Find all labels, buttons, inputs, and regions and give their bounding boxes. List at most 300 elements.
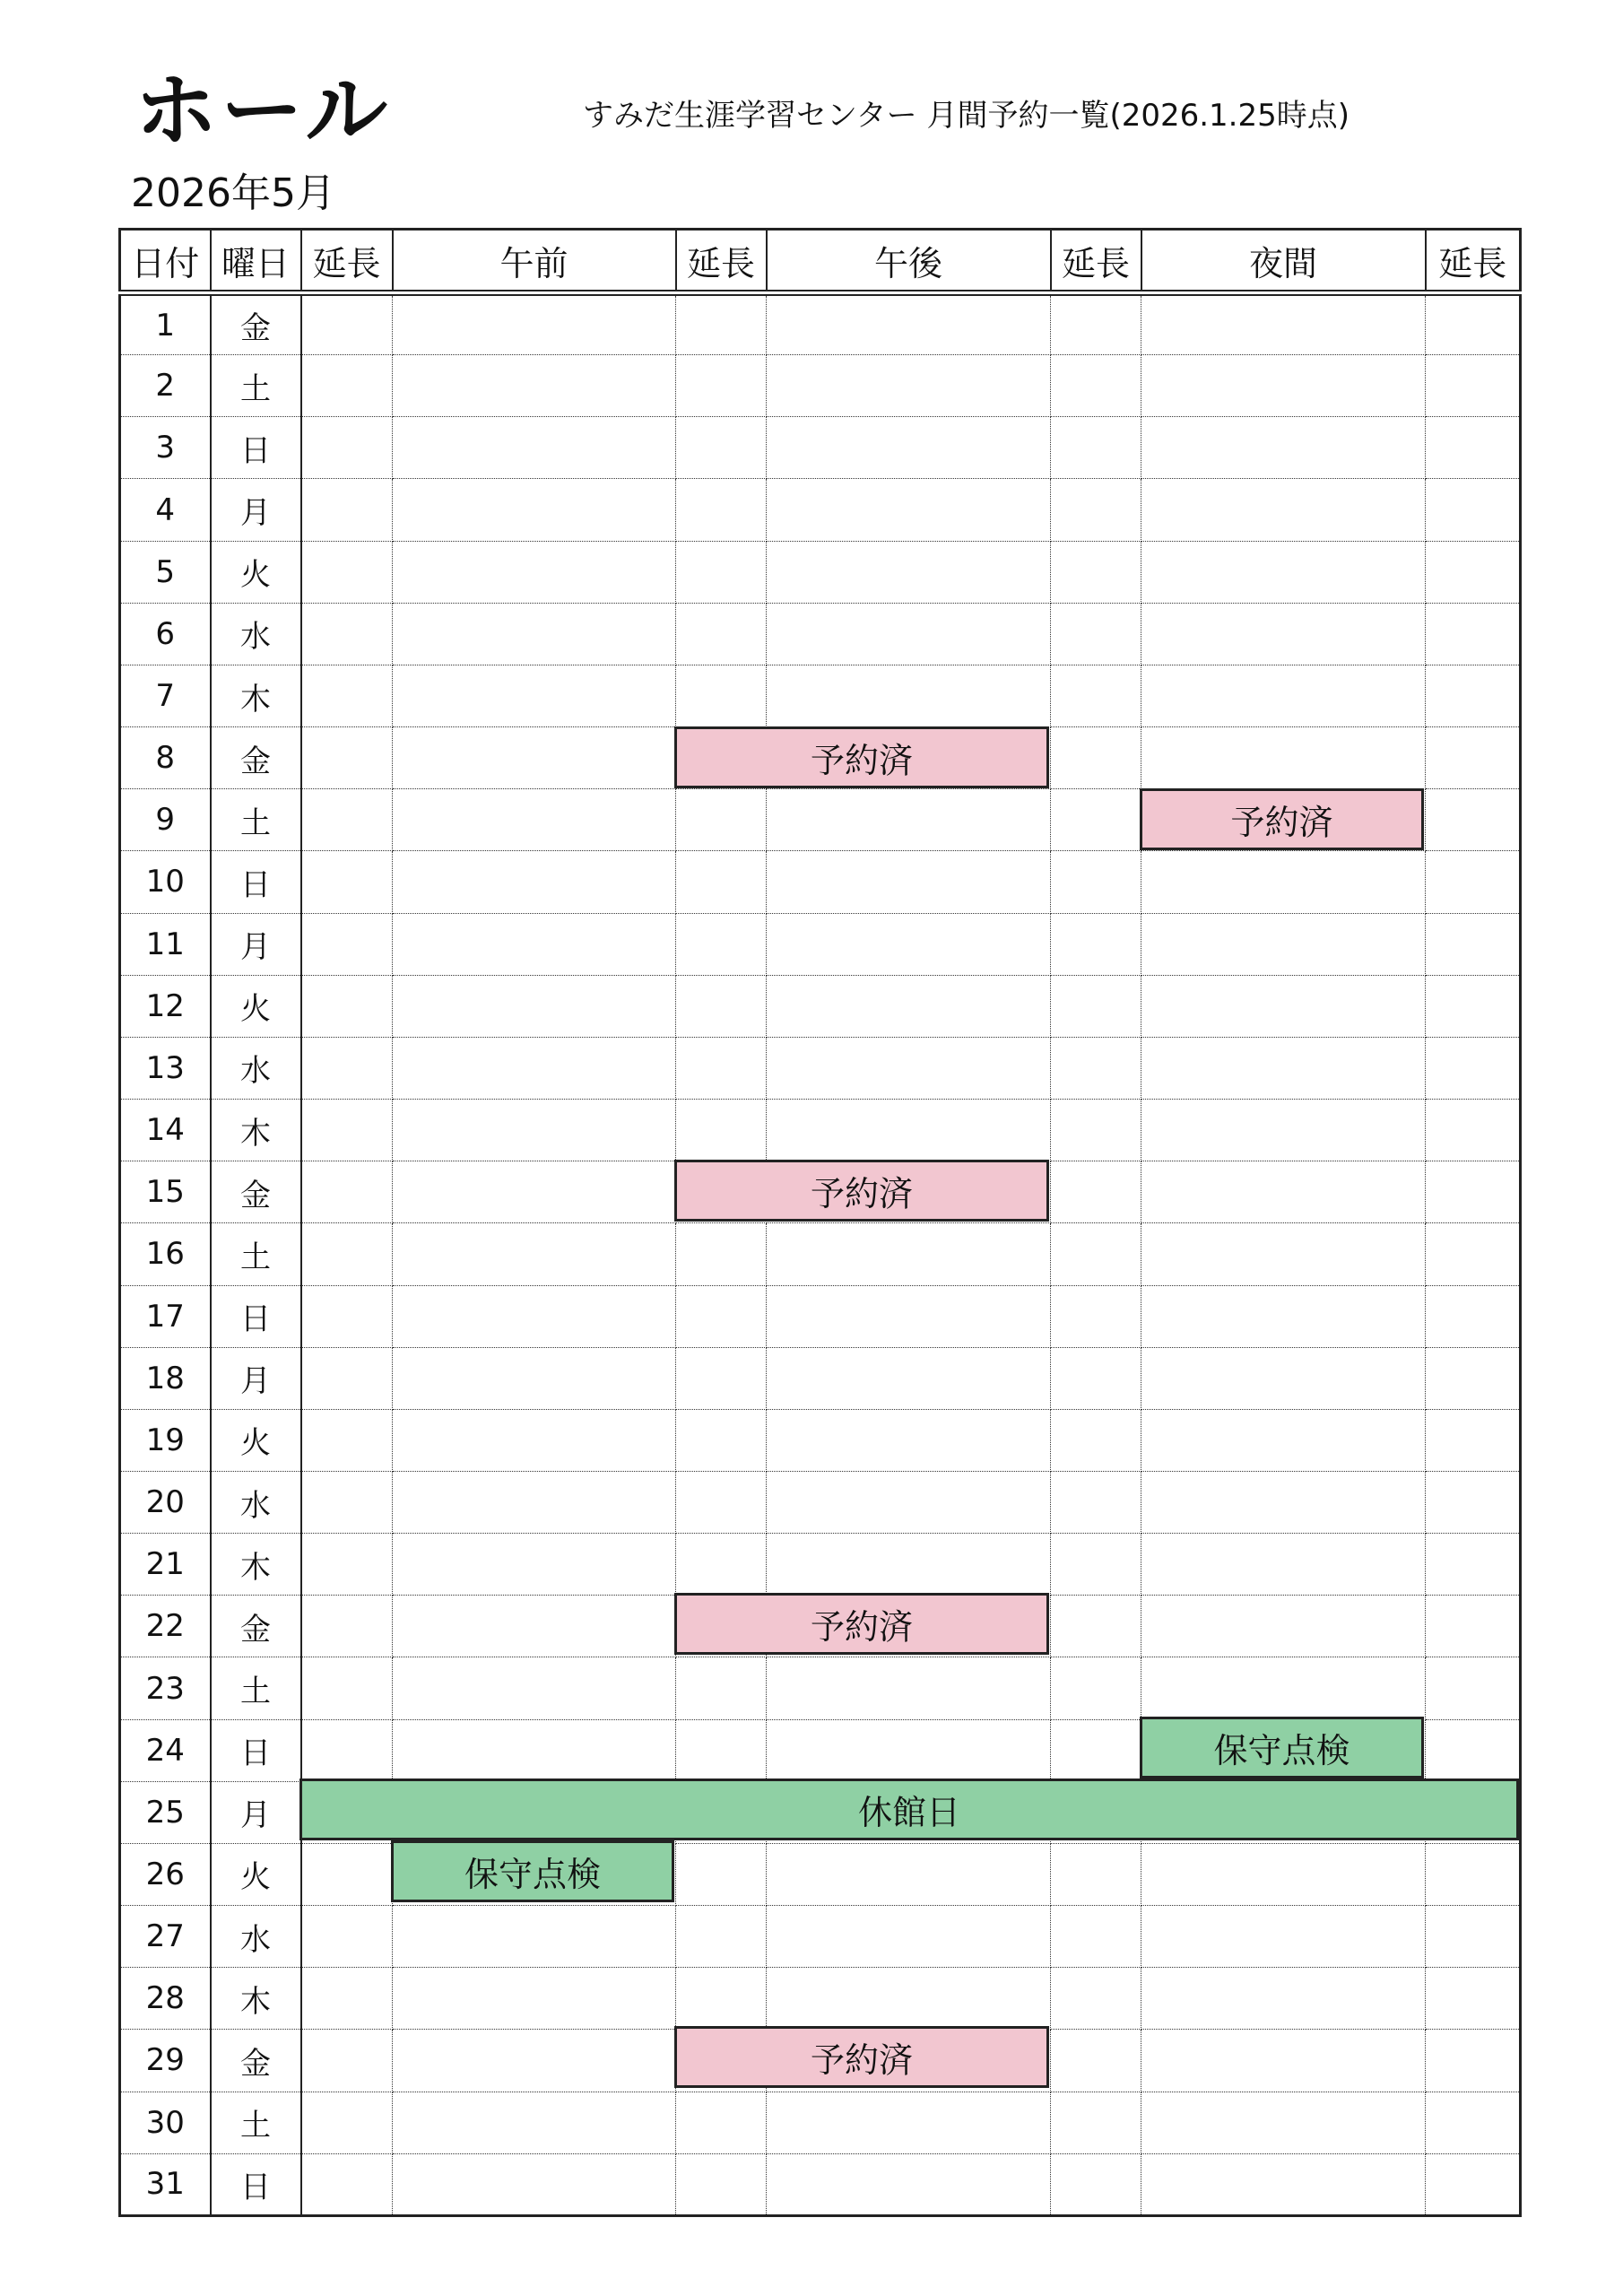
date-cell: 3 [120,417,211,479]
weekday-cell: 金 [211,1161,301,1223]
slot-cell-ext-2[interactable] [676,1285,767,1347]
slot-cell-morning[interactable] [393,1534,676,1596]
slot-cell-night[interactable] [1141,1037,1426,1099]
slot-cell-ext-2[interactable] [676,541,767,603]
slot-cell-ext-4[interactable] [1426,1781,1521,1843]
maintenance-block[interactable]: 保守点検 [1140,1717,1424,1779]
slot-cell-ext-1[interactable] [301,1657,393,1719]
weekday-cell: 月 [211,479,301,541]
slot-cell-ext-3[interactable] [1051,1596,1141,1657]
slot-cell-morning[interactable] [393,789,676,851]
slot-cell-ext-1[interactable] [301,665,393,726]
slot-cell-ext-3[interactable] [1051,789,1141,851]
slot-cell-ext-4[interactable] [1426,1534,1521,1596]
weekday-cell: 火 [211,541,301,603]
weekday-cell: 土 [211,355,301,417]
slot-cell-morning[interactable] [393,851,676,913]
slot-cell-afternoon[interactable] [767,2092,1051,2153]
slot-cell-ext-1[interactable] [301,355,393,417]
table-row [120,851,1521,913]
slot-cell-ext-3[interactable] [1051,1534,1141,1596]
weekday-cell: 木 [211,1100,301,1161]
slot-cell-morning[interactable] [393,1657,676,1719]
table-row [120,1100,1521,1161]
slot-cell-morning[interactable] [393,913,676,975]
slot-cell-night[interactable] [1141,2030,1426,2092]
slot-cell-ext-1[interactable] [301,1223,393,1285]
date-cell: 24 [120,1719,211,1781]
slot-cell-ext-3[interactable] [1051,1285,1141,1347]
weekday-cell: 金 [211,293,301,355]
slot-cell-ext-4[interactable] [1426,1843,1521,1905]
slot-cell-night[interactable] [1141,2153,1426,2215]
date-cell: 10 [120,851,211,913]
slot-cell-afternoon[interactable] [767,789,1051,851]
slot-cell-ext-2[interactable] [676,293,767,355]
slot-cell-ext-4[interactable] [1426,1409,1521,1471]
slot-cell-ext-3[interactable] [1051,1719,1141,1781]
date-cell: 5 [120,541,211,603]
slot-cell-night[interactable] [1141,417,1426,479]
slot-cell-ext-2[interactable] [676,1781,767,1843]
slot-cell-ext-1[interactable] [301,1161,393,1223]
date-cell: 15 [120,1161,211,1223]
slot-cell-ext-3[interactable] [1051,1037,1141,1099]
slot-cell-ext-2[interactable] [676,1657,767,1719]
slot-cell-ext-1[interactable] [301,1409,393,1471]
slot-cell-ext-3[interactable] [1051,1968,1141,2030]
slot-cell-ext-4[interactable] [1426,1100,1521,1161]
slot-cell-morning[interactable] [393,1161,676,1223]
slot-cell-night[interactable] [1141,355,1426,417]
table-row [120,727,1521,789]
slot-cell-afternoon[interactable] [767,2030,1051,2092]
slot-cell-night[interactable] [1141,851,1426,913]
slot-cell-ext-4[interactable] [1426,913,1521,975]
slot-cell-ext-2[interactable] [676,1596,767,1657]
slot-cell-night[interactable] [1141,2092,1426,2153]
slot-cell-afternoon[interactable] [767,541,1051,603]
slot-cell-ext-1[interactable] [301,541,393,603]
slot-cell-afternoon[interactable] [767,2153,1051,2215]
table-row [120,541,1521,603]
slot-cell-night[interactable] [1141,479,1426,541]
maintenance-block[interactable]: 保守点検 [391,1840,674,1902]
slot-cell-ext-1[interactable] [301,1968,393,2030]
slot-cell-afternoon[interactable] [767,851,1051,913]
slot-cell-ext-1[interactable] [301,1471,393,1533]
weekday-cell: 金 [211,1596,301,1657]
slot-cell-morning[interactable] [393,727,676,789]
slot-cell-ext-2[interactable] [676,479,767,541]
slot-cell-ext-2[interactable] [676,603,767,665]
slot-cell-night[interactable] [1141,1657,1426,1719]
slot-cell-night[interactable] [1141,1906,1426,1968]
weekday-cell: 土 [211,789,301,851]
slot-cell-ext-1[interactable] [301,2153,393,2215]
slot-cell-ext-1[interactable] [301,1037,393,1099]
slot-cell-ext-1[interactable] [301,293,393,355]
slot-cell-ext-1[interactable] [301,975,393,1037]
slot-cell-ext-3[interactable] [1051,293,1141,355]
slot-cell-ext-1[interactable] [301,1534,393,1596]
table-row [120,1719,1521,1781]
slot-cell-morning[interactable] [393,293,676,355]
slot-cell-ext-1[interactable] [301,1719,393,1781]
table-row [120,1843,1521,1905]
slot-cell-morning[interactable] [393,1285,676,1347]
slot-cell-ext-1[interactable] [301,789,393,851]
table-row [120,1534,1521,1596]
table-row [120,2030,1521,2092]
slot-cell-ext-2[interactable] [676,417,767,479]
slot-cell-ext-1[interactable] [301,1596,393,1657]
maintenance-block[interactable]: 休館日 [299,1779,1519,1840]
slot-cell-night[interactable] [1141,913,1426,975]
slot-cell-ext-3[interactable] [1051,1100,1141,1161]
slot-cell-ext-3[interactable] [1051,1347,1141,1409]
slot-cell-afternoon[interactable] [767,1285,1051,1347]
slot-cell-morning[interactable] [393,665,676,726]
slot-cell-ext-3[interactable] [1051,975,1141,1037]
slot-cell-afternoon[interactable] [767,1719,1051,1781]
date-cell: 11 [120,913,211,975]
slot-cell-ext-2[interactable] [676,913,767,975]
slot-cell-afternoon[interactable] [767,1223,1051,1285]
slot-cell-ext-2[interactable] [676,1968,767,2030]
slot-cell-morning[interactable] [393,1223,676,1285]
slot-cell-ext-4[interactable] [1426,479,1521,541]
table-row [120,1781,1521,1843]
reserved-booking[interactable]: 予約済 [674,726,1049,788]
slot-cell-ext-2[interactable] [676,727,767,789]
reserved-booking[interactable]: 予約済 [1140,788,1424,850]
slot-cell-afternoon[interactable] [767,355,1051,417]
weekday-cell: 水 [211,1037,301,1099]
reserved-booking[interactable]: 予約済 [674,2026,1049,2088]
weekday-cell: 水 [211,603,301,665]
slot-cell-night[interactable] [1141,1285,1426,1347]
slot-cell-ext-2[interactable] [676,2030,767,2092]
weekday-cell: 日 [211,417,301,479]
slot-cell-ext-3[interactable] [1051,417,1141,479]
reserved-booking[interactable]: 予約済 [674,1593,1049,1655]
slot-cell-morning[interactable] [393,2153,676,2215]
slot-cell-night[interactable] [1141,1843,1426,1905]
slot-cell-ext-3[interactable] [1051,2030,1141,2092]
slot-cell-afternoon[interactable] [767,1657,1051,1719]
slot-cell-ext-1[interactable] [301,1781,393,1843]
slot-cell-afternoon[interactable] [767,1781,1051,1843]
date-cell: 4 [120,479,211,541]
slot-cell-night[interactable] [1141,541,1426,603]
slot-cell-morning[interactable] [393,1100,676,1161]
slot-cell-ext-2[interactable] [676,1471,767,1533]
slot-cell-ext-3[interactable] [1051,479,1141,541]
slot-cell-ext-2[interactable] [676,1906,767,1968]
weekday-cell: 月 [211,1781,301,1843]
slot-cell-night[interactable] [1141,975,1426,1037]
date-cell: 25 [120,1781,211,1843]
slot-cell-ext-1[interactable] [301,1906,393,1968]
slot-cell-afternoon[interactable] [767,1534,1051,1596]
slot-cell-ext-2[interactable] [676,851,767,913]
slot-cell-ext-4[interactable] [1426,1968,1521,2030]
slot-cell-afternoon[interactable] [767,1843,1051,1905]
slot-cell-afternoon[interactable] [767,1471,1051,1533]
date-cell: 21 [120,1534,211,1596]
slot-cell-morning[interactable] [393,1719,676,1781]
weekday-cell: 金 [211,727,301,789]
slot-cell-ext-1[interactable] [301,2092,393,2153]
slot-cell-ext-3[interactable] [1051,2092,1141,2153]
slot-cell-night[interactable] [1141,1409,1426,1471]
slot-cell-ext-4[interactable] [1426,417,1521,479]
slot-cell-afternoon[interactable] [767,975,1051,1037]
slot-cell-morning[interactable] [393,1968,676,2030]
slot-cell-ext-4[interactable] [1426,975,1521,1037]
slot-cell-ext-2[interactable] [676,1409,767,1471]
slot-cell-night[interactable] [1141,1223,1426,1285]
table-row [120,1657,1521,1719]
slot-cell-ext-3[interactable] [1051,1843,1141,1905]
date-cell: 7 [120,665,211,726]
slot-cell-ext-4[interactable] [1426,1657,1521,1719]
slot-cell-ext-1[interactable] [301,603,393,665]
slot-cell-ext-3[interactable] [1051,1223,1141,1285]
slot-cell-morning[interactable] [393,975,676,1037]
slot-cell-night[interactable] [1141,1100,1426,1161]
col-header-ext-1: 延長 [301,230,393,293]
date-cell: 18 [120,1347,211,1409]
weekday-cell: 土 [211,1657,301,1719]
slot-cell-morning[interactable] [393,1781,676,1843]
slot-cell-night[interactable] [1141,1596,1426,1657]
slot-cell-afternoon[interactable] [767,1968,1051,2030]
date-cell: 26 [120,1843,211,1905]
slot-cell-ext-4[interactable] [1426,355,1521,417]
slot-cell-ext-1[interactable] [301,1100,393,1161]
slot-cell-morning[interactable] [393,603,676,665]
slot-cell-ext-3[interactable] [1051,1161,1141,1223]
slot-cell-night[interactable] [1141,1719,1426,1781]
slot-cell-ext-4[interactable] [1426,1347,1521,1409]
table-row [120,1906,1521,1968]
slot-cell-ext-1[interactable] [301,2030,393,2092]
slot-cell-ext-2[interactable] [676,1843,767,1905]
col-header-ext-4: 延長 [1426,230,1521,293]
schedule-table [118,228,1522,2217]
table-row [120,913,1521,975]
slot-cell-ext-4[interactable] [1426,1223,1521,1285]
slot-cell-ext-3[interactable] [1051,665,1141,726]
table-row [120,1596,1521,1657]
table-row [120,479,1521,541]
slot-cell-ext-4[interactable] [1426,2030,1521,2092]
slot-cell-night[interactable] [1141,293,1426,355]
slot-cell-ext-3[interactable] [1051,1906,1141,1968]
slot-cell-ext-4[interactable] [1426,293,1521,355]
slot-cell-ext-1[interactable] [301,1843,393,1905]
slot-cell-ext-4[interactable] [1426,727,1521,789]
slot-cell-ext-2[interactable] [676,665,767,726]
col-header-ext-2: 延長 [676,230,767,293]
slot-cell-ext-1[interactable] [301,913,393,975]
slot-cell-ext-2[interactable] [676,1719,767,1781]
table-row [120,1037,1521,1099]
slot-cell-afternoon[interactable] [767,1596,1051,1657]
slot-cell-ext-4[interactable] [1426,541,1521,603]
slot-cell-morning[interactable] [393,541,676,603]
weekday-cell: 土 [211,2092,301,2153]
slot-cell-afternoon[interactable] [767,665,1051,726]
slot-cell-night[interactable] [1141,603,1426,665]
table-row [120,975,1521,1037]
slot-cell-ext-2[interactable] [676,1347,767,1409]
slot-cell-ext-3[interactable] [1051,1781,1141,1843]
slot-cell-ext-4[interactable] [1426,665,1521,726]
slot-cell-afternoon[interactable] [767,1037,1051,1099]
slot-cell-ext-1[interactable] [301,851,393,913]
slot-cell-night[interactable] [1141,1347,1426,1409]
slot-cell-ext-3[interactable] [1051,603,1141,665]
date-cell: 14 [120,1100,211,1161]
slot-cell-morning[interactable] [393,1843,676,1905]
slot-cell-afternoon[interactable] [767,1161,1051,1223]
slot-cell-ext-3[interactable] [1051,541,1141,603]
slot-cell-morning[interactable] [393,1347,676,1409]
slot-cell-ext-3[interactable] [1051,355,1141,417]
slot-cell-night[interactable] [1141,727,1426,789]
slot-cell-ext-4[interactable] [1426,2153,1521,2215]
slot-cell-ext-1[interactable] [301,479,393,541]
slot-cell-morning[interactable] [393,1906,676,1968]
slot-cell-afternoon[interactable] [767,1347,1051,1409]
slot-cell-ext-4[interactable] [1426,1906,1521,1968]
slot-cell-ext-2[interactable] [676,1534,767,1596]
slot-cell-ext-4[interactable] [1426,851,1521,913]
slot-cell-ext-3[interactable] [1051,1409,1141,1471]
col-header-afternoon: 午後 [767,230,1051,293]
weekday-cell: 月 [211,913,301,975]
slot-cell-morning[interactable] [393,2030,676,2092]
slot-cell-ext-2[interactable] [676,1100,767,1161]
date-cell: 8 [120,727,211,789]
slot-cell-morning[interactable] [393,479,676,541]
col-header-date: 日付 [120,230,211,293]
slot-cell-ext-3[interactable] [1051,913,1141,975]
slot-cell-afternoon[interactable] [767,603,1051,665]
slot-cell-night[interactable] [1141,1534,1426,1596]
slot-cell-ext-4[interactable] [1426,1285,1521,1347]
slot-cell-ext-2[interactable] [676,1223,767,1285]
date-cell: 28 [120,1968,211,2030]
slot-cell-ext-4[interactable] [1426,1596,1521,1657]
weekday-cell: 土 [211,1223,301,1285]
slot-cell-afternoon[interactable] [767,913,1051,975]
slot-cell-night[interactable] [1141,1471,1426,1533]
date-cell: 29 [120,2030,211,2092]
slot-cell-night[interactable] [1141,1968,1426,2030]
slot-cell-ext-4[interactable] [1426,1161,1521,1223]
date-cell: 6 [120,603,211,665]
month-label: 2026年5月 [131,170,335,216]
slot-cell-ext-4[interactable] [1426,1471,1521,1533]
table-row [120,603,1521,665]
slot-cell-morning[interactable] [393,2092,676,2153]
slot-cell-night[interactable] [1141,1781,1426,1843]
slot-cell-ext-2[interactable] [676,1161,767,1223]
document-subtitle: すみだ生涯学習センター 月間予約一覧(2026.1.25時点) [583,98,1350,134]
slot-cell-ext-2[interactable] [676,975,767,1037]
slot-cell-ext-3[interactable] [1051,2153,1141,2215]
weekday-cell: 木 [211,1968,301,2030]
weekday-cell: 金 [211,2030,301,2092]
date-cell: 12 [120,975,211,1037]
weekday-cell: 日 [211,851,301,913]
slot-cell-afternoon[interactable] [767,1906,1051,1968]
slot-cell-ext-2[interactable] [676,355,767,417]
table-row [120,789,1521,851]
slot-cell-night[interactable] [1141,1161,1426,1223]
table-row [120,1347,1521,1409]
date-cell: 9 [120,789,211,851]
slot-cell-ext-4[interactable] [1426,1719,1521,1781]
slot-cell-afternoon[interactable] [767,1100,1051,1161]
weekday-cell: 日 [211,1719,301,1781]
date-cell: 20 [120,1471,211,1533]
slot-cell-ext-2[interactable] [676,789,767,851]
table-row [120,1285,1521,1347]
slot-cell-afternoon[interactable] [767,479,1051,541]
date-cell: 30 [120,2092,211,2153]
date-cell: 22 [120,1596,211,1657]
slot-cell-ext-3[interactable] [1051,851,1141,913]
slot-cell-ext-1[interactable] [301,1285,393,1347]
slot-cell-afternoon[interactable] [767,727,1051,789]
slot-cell-afternoon[interactable] [767,1409,1051,1471]
slot-cell-ext-3[interactable] [1051,1471,1141,1533]
slot-cell-ext-2[interactable] [676,1037,767,1099]
slot-cell-ext-2[interactable] [676,2153,767,2215]
slot-cell-morning[interactable] [393,1037,676,1099]
date-cell: 31 [120,2153,211,2215]
slot-cell-morning[interactable] [393,1596,676,1657]
slot-cell-morning[interactable] [393,355,676,417]
slot-cell-night[interactable] [1141,789,1426,851]
col-header-night: 夜間 [1141,230,1426,293]
reserved-booking[interactable]: 予約済 [674,1160,1049,1222]
slot-cell-ext-3[interactable] [1051,727,1141,789]
slot-cell-ext-4[interactable] [1426,603,1521,665]
table-row [120,417,1521,479]
slot-cell-morning[interactable] [393,417,676,479]
slot-cell-night[interactable] [1141,665,1426,726]
slot-cell-ext-2[interactable] [676,2092,767,2153]
slot-cell-ext-4[interactable] [1426,1037,1521,1099]
slot-cell-ext-1[interactable] [301,727,393,789]
slot-cell-afternoon[interactable] [767,293,1051,355]
slot-cell-morning[interactable] [393,1471,676,1533]
slot-cell-ext-3[interactable] [1051,1657,1141,1719]
slot-cell-morning[interactable] [393,1409,676,1471]
slot-cell-ext-1[interactable] [301,417,393,479]
table-row [120,2092,1521,2153]
slot-cell-ext-4[interactable] [1426,2092,1521,2153]
slot-cell-ext-1[interactable] [301,1347,393,1409]
slot-cell-ext-4[interactable] [1426,789,1521,851]
slot-cell-afternoon[interactable] [767,417,1051,479]
